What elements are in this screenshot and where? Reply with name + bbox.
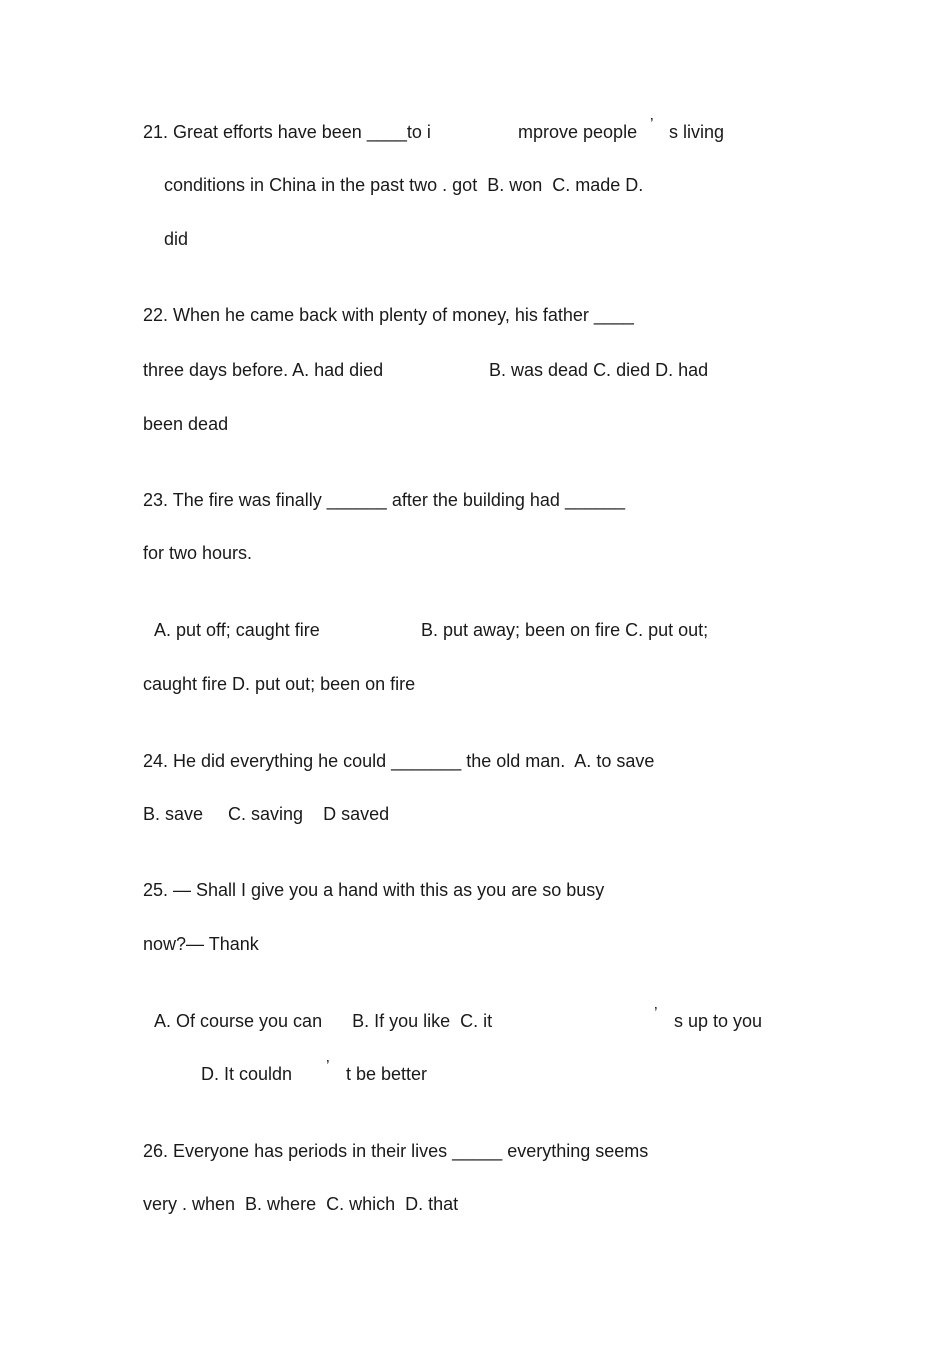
question-21-line-2: conditions in China in the past two . got B. won C. made D. <box>164 175 644 195</box>
question-25-option-d-rest: t be better <box>346 1064 428 1084</box>
question-21-line-1: 21. Great efforts have been ____to i <box>143 122 431 142</box>
question-21-line-3: did <box>164 229 189 249</box>
question-22-line-2b: B. was dead C. died D. had <box>489 360 709 380</box>
question-26-line-1: 26. Everyone has periods in their lives _____ everything seems <box>143 1141 649 1161</box>
question-25-line-1: 25. — Shall I give you a hand with this as you are so busy <box>143 880 605 900</box>
question-25-option-c-rest: s up to you <box>674 1011 763 1031</box>
question-24-line-1: 24. He did everything he could _______ the old man. A. to save <box>143 751 655 771</box>
question-24-line-2: B. save C. saving D saved <box>143 804 390 824</box>
question-23-line-4: caught fire D. put out; been on fire <box>143 674 416 694</box>
question-25-line-2: now?— Thank <box>143 934 259 954</box>
question-25-option-d: D. It couldn <box>201 1064 293 1084</box>
apostrophe-mark: ’ <box>650 116 654 133</box>
question-23-option-a: A. put off; caught fire <box>154 620 320 640</box>
question-22-line-1: 22. When he came back with plenty of money, his father ____ <box>143 305 634 325</box>
question-21-line-1c: s living <box>669 122 725 142</box>
question-23-option-b: B. put away; been on fire C. put out; <box>421 620 709 640</box>
question-25-option-a-c: A. Of course you can B. If you like C. it <box>154 1011 493 1031</box>
apostrophe-mark: ’ <box>326 1058 330 1075</box>
question-22-line-2a: three days before. A. had died <box>143 360 384 380</box>
apostrophe-mark: ’ <box>654 1005 658 1022</box>
question-23-line-2: for two hours. <box>143 543 253 563</box>
question-22-line-3: been dead <box>143 414 229 434</box>
question-21-line-1b: mprove people <box>518 122 638 142</box>
question-26-line-2: very . when B. where C. which D. that <box>143 1194 459 1214</box>
question-23-line-1: 23. The fire was finally ______ after the building had ______ <box>143 490 626 510</box>
